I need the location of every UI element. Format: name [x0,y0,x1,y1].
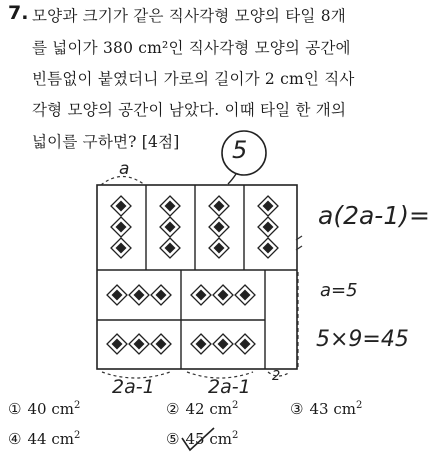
diamond-fill [165,222,176,233]
room-outline [97,185,297,369]
question-line-5: 넓이를 구하면? [4점] [32,133,180,151]
diamond-fill [214,222,225,233]
diamond-fill [116,243,127,254]
diamond-fill [218,339,229,350]
choice-mark: ③ [290,400,304,418]
choice-mark: ④ [8,430,22,448]
diamond-fill [116,222,127,233]
choice-2[interactable]: ② 42 $cm^2$ [166,400,239,418]
question-line-4: 각형 모양의 공간이 남았다. 이때 타일 한 개의 [32,101,347,119]
label-2: 2 [272,369,281,384]
tile-diamond-patterns [107,196,278,354]
question-line-3: 빈틈없이 붙였더니 가로의 길이가 2 cm인 직사 [32,70,355,88]
choice-mark: ⑤ [166,430,180,448]
diamond-fill [165,243,176,254]
question-line-2: 를 넓이가 380 cm²인 직사각형 모양의 공간에 [32,39,351,57]
work-equation: a(2a-1)= [318,201,430,230]
question-number: 7. [8,2,29,24]
label-2a-1-left: 2a-1 [112,376,155,398]
work-a-value: a=5 [320,280,358,301]
diamond-fill [112,339,123,350]
diamond-fill [134,290,145,301]
choice-mark: ② [166,400,180,418]
diamond-fill [218,290,229,301]
diamond-fill [240,290,251,301]
question-line-1: 모양과 크기가 같은 직사각형 모양의 타일 8개 [32,7,346,25]
choice-mark: ① [8,400,22,418]
diamond-fill [156,339,167,350]
diamond-fill [263,243,274,254]
diamond-fill [214,243,225,254]
diamond-fill [263,222,274,233]
diamond-fill [196,339,207,350]
diamond-fill [240,339,251,350]
work-product: 5×9=45 [316,327,409,352]
diamond-fill [196,290,207,301]
diamond-fill [165,201,176,212]
choice-1[interactable]: ① 40 $cm^2$ [8,400,81,418]
diamond-fill [116,201,127,212]
choice-5[interactable]: ⑤ 45 $cm^2$ [166,430,239,448]
circled-answer: 5 [232,136,248,164]
diamond-fill [134,339,145,350]
label-2a-1-right: 2a-1 [208,376,251,398]
diamond-fill [156,290,167,301]
diamond-fill [214,201,225,212]
diamond-fill [112,290,123,301]
choice-4[interactable]: ④ 44 $cm^2$ [8,430,81,448]
choice-3[interactable]: ③ 43 $cm^2$ [290,400,363,418]
diamond-fill [263,201,274,212]
label-a: a [119,159,130,179]
